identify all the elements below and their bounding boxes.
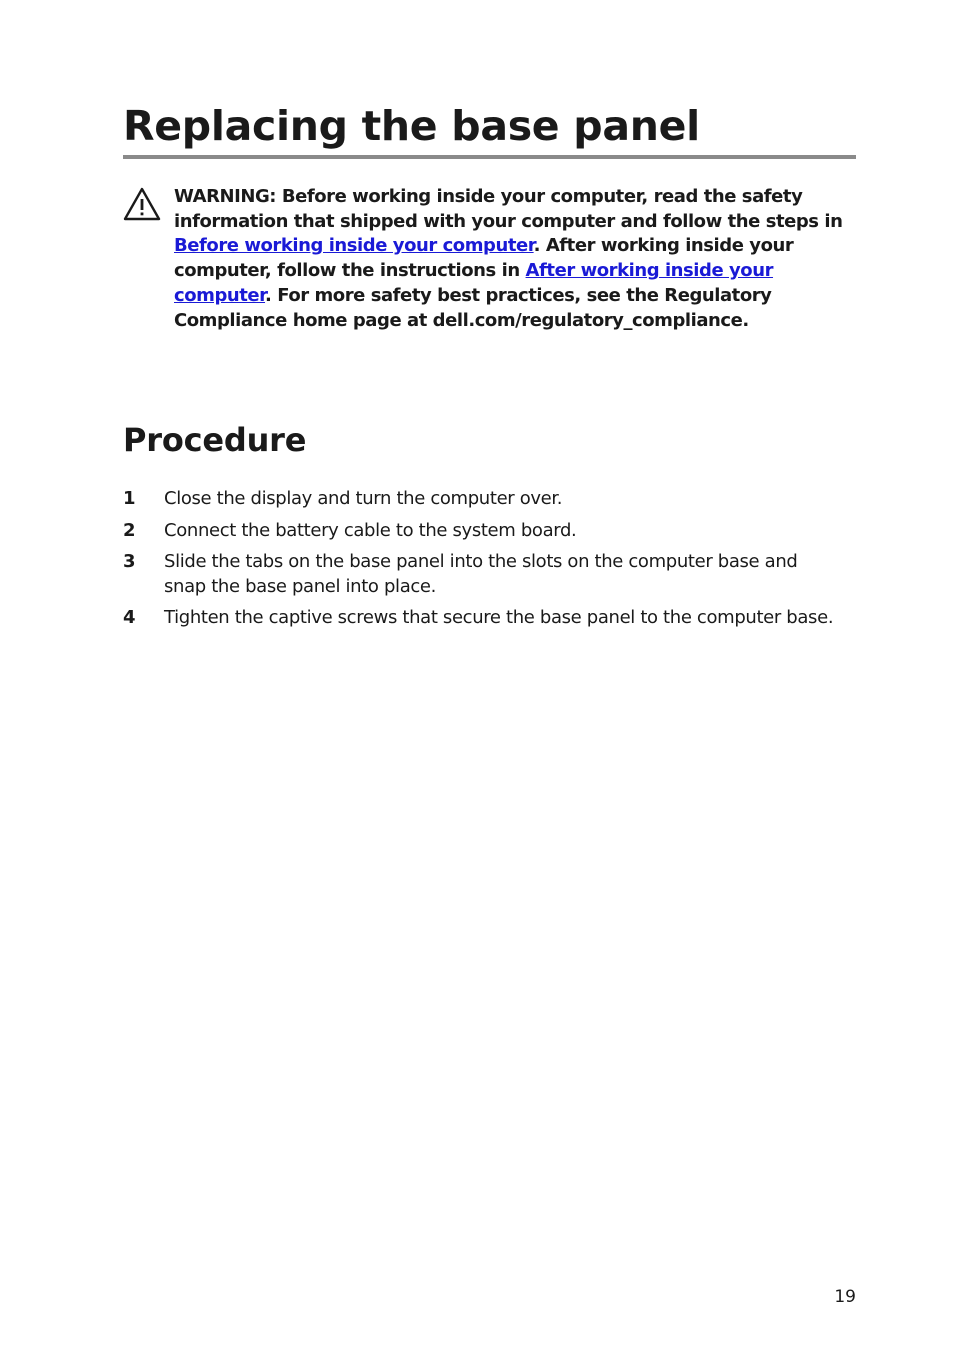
step-number: 3: [123, 551, 136, 572]
procedure-step: [123, 606, 843, 631]
procedure-step: [123, 519, 843, 544]
warning-message: [174, 185, 864, 333]
page-title: Replacing the base panel: [123, 102, 700, 150]
procedure-heading: Procedure: [123, 421, 307, 459]
warning-text-part: . For more safety best practices, see the Regulatory Compliance home page at dell.com/regulatory_compliance.: [174, 284, 772, 331]
warning-triangle-icon: [122, 186, 162, 222]
step-text: Connect the battery cable to the system board.: [164, 519, 577, 541]
title-underline: [123, 155, 856, 159]
step-number: 1: [123, 488, 136, 509]
procedure-step: [123, 550, 843, 599]
warning-text-part: . After working inside your computer, follow the instructions in: [174, 235, 794, 282]
before-working-inside-link[interactable]: Before working inside your computer: [174, 235, 534, 257]
warning-text-part: WARNING: Before working inside your computer, read the safety information that shipped with your computer and follow the steps in: [174, 186, 843, 232]
page-number: 19: [834, 1287, 856, 1307]
step-text: Tighten the captive screws that secure the base panel to the computer base.: [164, 607, 834, 628]
step-number: 4: [123, 607, 136, 628]
after-working-inside-link[interactable]: After working inside your computer: [174, 260, 774, 306]
procedure-steps: [123, 487, 843, 638]
step-text: Close the display and turn the computer over.: [164, 488, 563, 509]
step-number: 2: [123, 519, 136, 541]
step-text: Slide the tabs on the base panel into the slots on the computer base and snap the base panel into place.: [164, 551, 798, 597]
procedure-step: [123, 487, 843, 512]
